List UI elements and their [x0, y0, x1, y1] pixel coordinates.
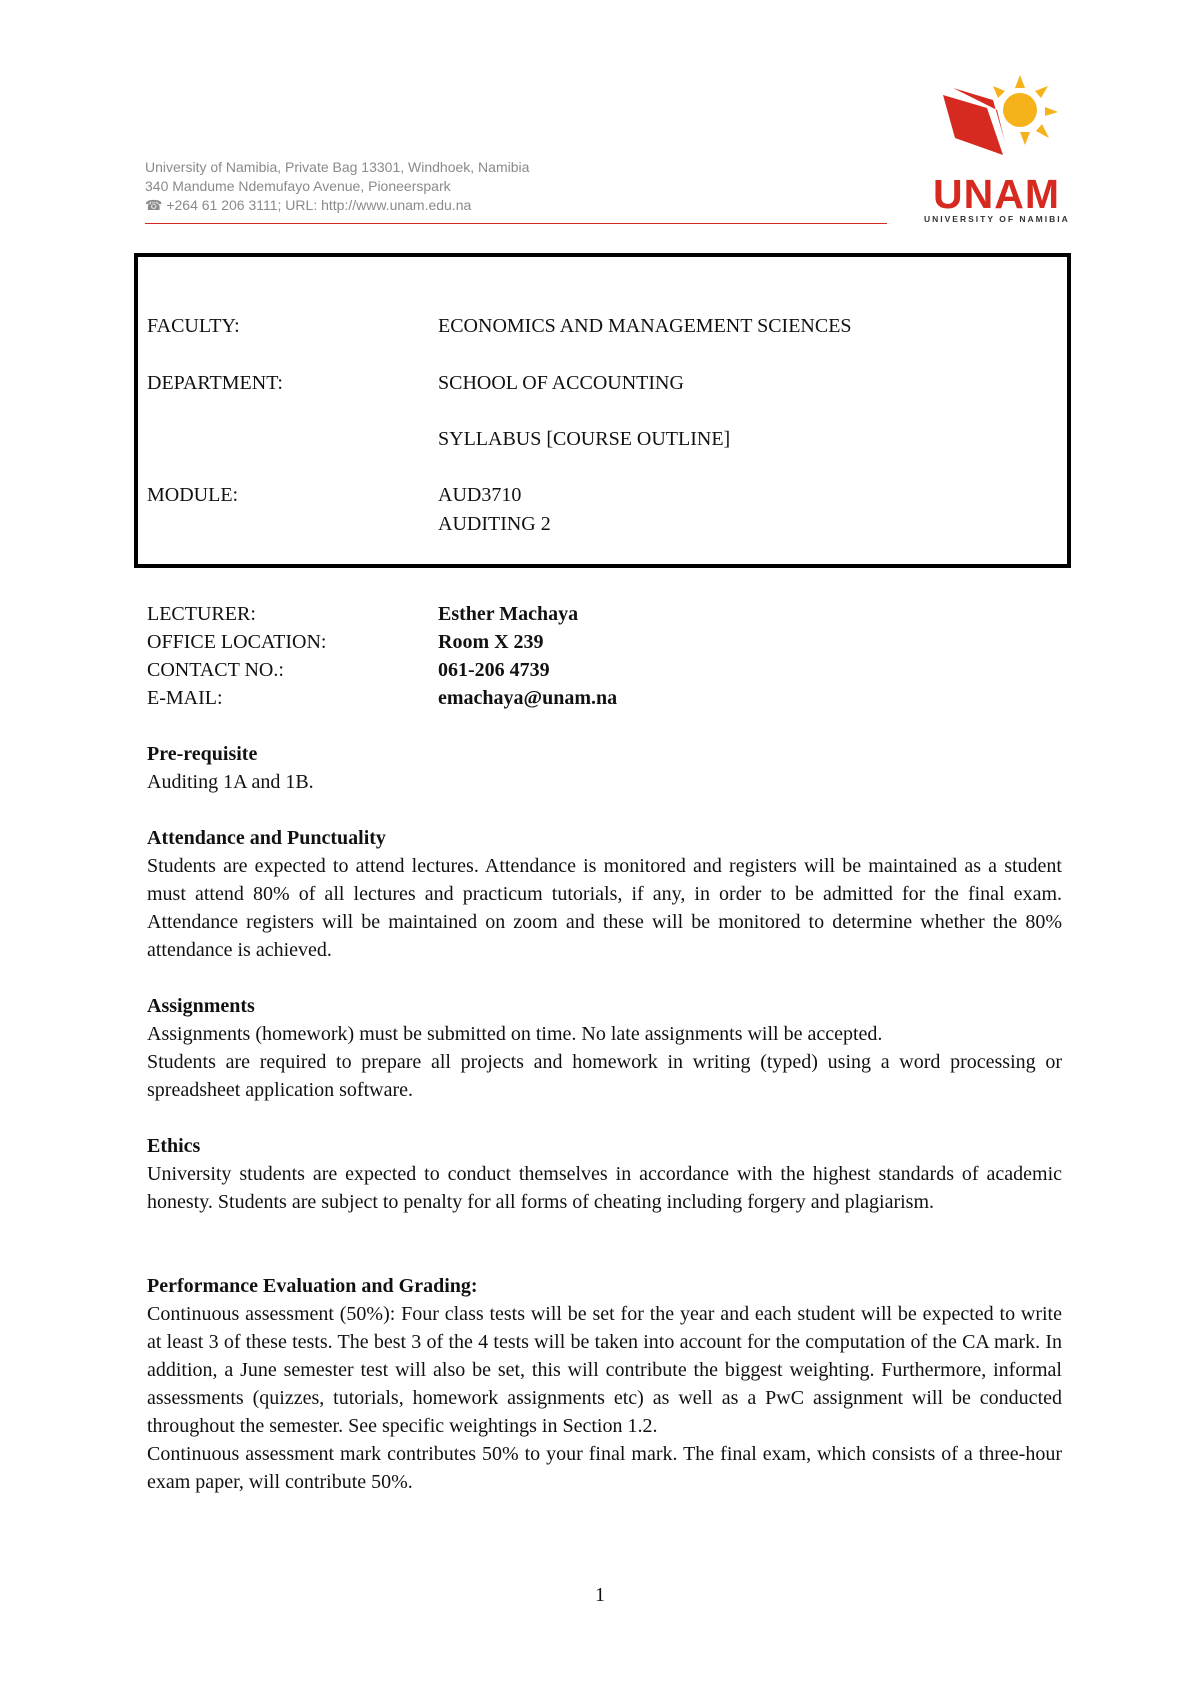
- attendance-heading: Attendance and Punctuality: [147, 827, 386, 849]
- module-name: AUDITING 2: [438, 513, 551, 535]
- assignments-section: [147, 992, 1062, 1104]
- phone-label: CONTACT NO.:: [147, 659, 284, 681]
- sun-rays-icon: [993, 75, 1058, 145]
- prerequisite-heading: Pre-requisite: [147, 743, 258, 765]
- logo-subtitle: UNIVERSITY OF NAMIBIA: [924, 214, 1070, 224]
- prerequisite-section: [147, 740, 1062, 796]
- ethics-section: [147, 1132, 1062, 1216]
- faculty-value: ECONOMICS AND MANAGEMENT SCIENCES: [438, 315, 852, 337]
- attendance-text: Students are expected to attend lectures. Attendance is monitored and registers will be maintained as a student must attend 80% of all lectures and practicum tutorials, if any, in order to be admitted for the final exam. Attendance registers will be maintained on zoom and these will be monitored to determine whether the 80% attendance is achieved.: [147, 855, 1062, 961]
- ethics-text: University students are expected to conduct themselves in accordance with the highest standards of academic honesty. Students are subject to penalty for all forms of cheating including forgery and plagiarism.: [147, 1163, 1062, 1213]
- letterhead-line-1: University of Namibia, Private Bag 13301, Windhoek, Namibia: [145, 159, 530, 175]
- module-label: MODULE:: [147, 484, 239, 506]
- lecturer-value: Esther Machaya: [438, 603, 579, 625]
- grading-heading: Performance Evaluation and Grading:: [147, 1275, 478, 1297]
- letterhead-address: [145, 158, 705, 215]
- prerequisite-text: Auditing 1A and 1B.: [147, 771, 314, 793]
- syllabus-title: SYLLABUS [COURSE OUTLINE]: [438, 428, 731, 450]
- open-book-icon: [943, 88, 1005, 155]
- office-label: OFFICE LOCATION:: [147, 631, 327, 653]
- email-label: E-MAIL:: [147, 687, 223, 709]
- faculty-label: FACULTY:: [147, 315, 240, 337]
- grading-section: [147, 1272, 1062, 1496]
- grading-text-1: Continuous assessment (50%): Four class tests will be set for the year and each student will be expected to write at least 3 of these tests. The best 3 of the 4 tests will be taken into account for the computation of the CA mark. In addition, a June semester test will also be set, this will contribute the biggest weighting. Furthermore, informal assessments (quizzes, tutorials, homework assignments etc) as well as a PwC assignment will be conducted throughout the semester. See specific weightings in Section 1.2.: [147, 1303, 1062, 1437]
- page-number: 1: [595, 1584, 605, 1606]
- lecturer-label: LECTURER:: [147, 603, 256, 625]
- attendance-section: [147, 824, 1062, 964]
- course-header-box: [134, 253, 1071, 568]
- logo-wordmark: UNAM: [933, 171, 1060, 217]
- grading-text-2: Continuous assessment mark contributes 50% to your final mark. The final exam, which consists of a three-hour exam paper, will contribute 50%.: [147, 1443, 1062, 1493]
- letterhead-divider: [145, 223, 887, 224]
- letterhead-line-2: 340 Mandume Ndemufayo Avenue, Pioneerspark: [145, 178, 451, 194]
- module-code: AUD3710: [438, 484, 522, 506]
- letterhead-line-3: ☎ +264 61 206 3111; URL: http://www.unam.edu.na: [145, 197, 472, 213]
- ethics-heading: Ethics: [147, 1135, 201, 1157]
- department-label: DEPARTMENT:: [147, 372, 283, 394]
- phone-value: 061-206 4739: [438, 659, 550, 681]
- assignments-text-2: Students are required to prepare all projects and homework in writing (typed) using a word processing or spreadsheet application software.: [147, 1051, 1062, 1101]
- assignments-heading: Assignments: [147, 995, 255, 1017]
- office-value: Room X 239: [438, 631, 544, 653]
- email-value: emachaya@unam.na: [438, 687, 618, 709]
- department-value: SCHOOL OF ACCOUNTING: [438, 372, 684, 394]
- assignments-text-1: Assignments (homework) must be submitted on time. No late assignments will be accepted.: [147, 1023, 883, 1045]
